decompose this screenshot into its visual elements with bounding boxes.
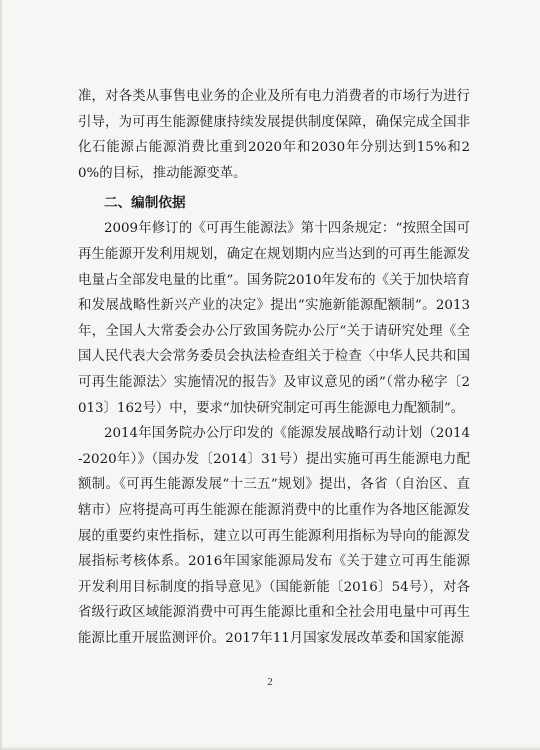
paragraph-legal-basis: 2009年修订的《可再生能源法》第十四条规定：“按照全国可再生能源开发利用规划，确定在规划期内应当达到的可再生能源发电量占全部发电量的比重”。国务院2010年发布的《关于加快培育和发展战略性新兴产业的决定》提出“实施新能源配额制”。2013年，全国人大常委会办公厅致国务院办公厅“关于请研究处理《全国人民代表大会常务委员会执法检查组关于检查〈中华人民共和国可再生能源法〉实施情况的报告》及审议意见的函”（常办秘字〔2013〕162号）中，要求“加快研究制定可再生能源电力配额制”。	[78, 221, 470, 416]
page-number: 2	[267, 676, 273, 688]
scan-edge	[0, 0, 3, 750]
document-body	[78, 84, 470, 651]
section-heading: 二、编制依据	[104, 195, 186, 212]
paragraph-continuation: 准，对各类从事售电业务的企业及所有电力消费者的市场行为进行引导，为可再生能源健康持续发展提供制度保障，确保完成全国非化石能源占能源消费比重到2020年和2030年分别达到15%和20%的目标，推动能源变革。	[78, 89, 470, 181]
paragraph-policy-documents: 2014年国务院办公厅印发的《能源发展战略行动计划（2014-2020年）》（国办发〔2014〕31号）提出实施可再生能源电力配额制。《可再生能源发展“十三五”规划》提出，各省（自治区、直辖市）应将提高可再生能源在能源消费中的比重作为各地区能源发展的重要约束性指标，建立以可再生能源利用指标为导向的能源发展指标考核体系。2016年国家能源局发布《关于建立可再生能源开发利用目标制度的指导意见》（国能新能〔2016〕54号），对各省级行政区域能源消费中可再生能源比重和全社会用电量中可再生能源比重开展监测评价。2017年11月国家发展改革委和国家能源	[78, 426, 470, 646]
scan-edge-bottom	[0, 746, 540, 750]
